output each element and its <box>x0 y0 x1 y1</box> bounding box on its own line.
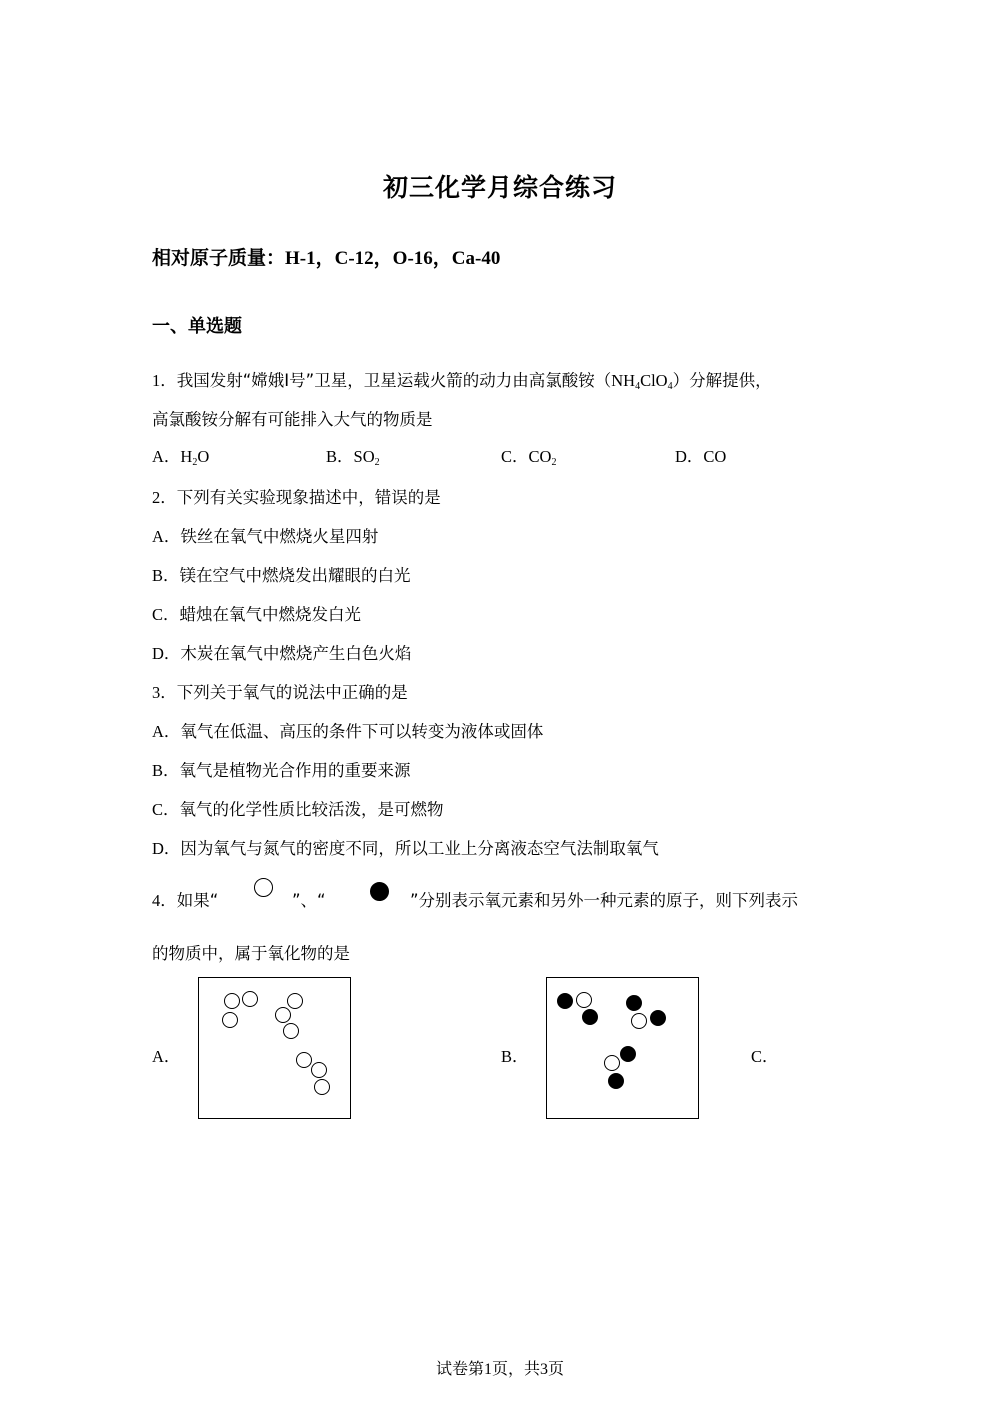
q1-line2: 高氯酸铵分解有可能排入大气的物质是 <box>152 410 433 429</box>
q3-option-b: B．氧气是植物光合作用的重要来源 <box>152 761 411 780</box>
q3-option-c: C．氧气的化学性质比较活泼，是可燃物 <box>152 800 444 819</box>
q2-stem: 2．下列有关实验现象描述中，错误的是 <box>152 488 441 507</box>
q2-option-c: C．蜡烛在氧气中燃烧发白光 <box>152 605 362 624</box>
q3-option-d: D．因为氧气与氮气的密度不同，所以工业上分离液态空气法制取氧气 <box>152 839 659 858</box>
page-footer: 试卷第1页，共3页 <box>435 1359 565 1378</box>
q4-text-c: ”分别表示氧元素和另外一种元素的原子，则下列表示 <box>410 891 799 910</box>
q4-number: 4．如果“ <box>152 891 219 910</box>
atomic-mass-line <box>152 243 500 270</box>
open-circle-icon <box>254 878 273 897</box>
q1-formula: $NH_4ClO_4$ <box>611 371 673 392</box>
filled-atom <box>650 1010 666 1026</box>
filled-atom <box>582 1009 598 1025</box>
atomic-mass-values: H-1，C-12，O-16，Ca-40 <box>285 248 501 269</box>
open-atom <box>222 1012 238 1028</box>
q3-option-a: A．氧气在低温、高压的条件下可以转变为液体或固体 <box>152 722 544 741</box>
q2-option-d: D．木炭在氧气中燃烧产生白色火焰 <box>152 644 412 663</box>
q4-option-b-label: B． <box>501 1047 529 1066</box>
q1-option-d: D．CO <box>675 447 727 466</box>
atomic-mass-label: 相对原子质量： <box>152 247 286 269</box>
open-atom <box>275 1007 291 1023</box>
q4-line2: 的物质中，属于氧化物的是 <box>152 944 350 963</box>
q1-option-c: C．$CO_2$ <box>501 447 557 468</box>
open-atom <box>314 1079 330 1095</box>
q1-text-part2: ）分解提供， <box>672 371 772 390</box>
section-title: 一、单选题 <box>152 316 242 337</box>
q4-text-b: ”、“ <box>292 891 326 910</box>
open-atom <box>224 993 240 1009</box>
q3-stem: 3．下列关于氧气的说法中正确的是 <box>152 683 408 702</box>
q4-option-a-diagram <box>198 977 351 1119</box>
q2-option-b: B．镁在空气中燃烧发出耀眼的白光 <box>152 566 411 585</box>
filled-circle-icon <box>370 882 389 901</box>
open-atom <box>283 1023 299 1039</box>
filled-atom <box>626 995 642 1011</box>
q1-number: 1． <box>152 371 177 390</box>
open-atom <box>311 1062 327 1078</box>
q4-option-c-label: C． <box>751 1047 779 1066</box>
open-atom <box>242 991 258 1007</box>
open-atom <box>604 1055 620 1071</box>
q2-option-a: A．铁丝在氧气中燃烧火星四射 <box>152 527 379 546</box>
open-atom <box>296 1052 312 1068</box>
filled-atom <box>608 1073 624 1089</box>
q1-text-part1: 我国发射“嫦娥Ⅰ号”卫星，卫星运载火箭的动力由高氯酸铵（ <box>176 371 612 390</box>
open-atom <box>576 992 592 1008</box>
filled-atom <box>620 1046 636 1062</box>
filled-atom <box>557 993 573 1009</box>
open-atom <box>631 1013 647 1029</box>
open-atom <box>287 993 303 1009</box>
q1-option-a: A．$H_2O$ <box>152 447 210 468</box>
page-title: 初三化学月综合练习 <box>382 173 617 202</box>
q1-option-b: B．$SO_2$ <box>326 447 380 468</box>
q1-line1 <box>152 367 772 391</box>
q4-option-a-label: A． <box>152 1047 181 1066</box>
